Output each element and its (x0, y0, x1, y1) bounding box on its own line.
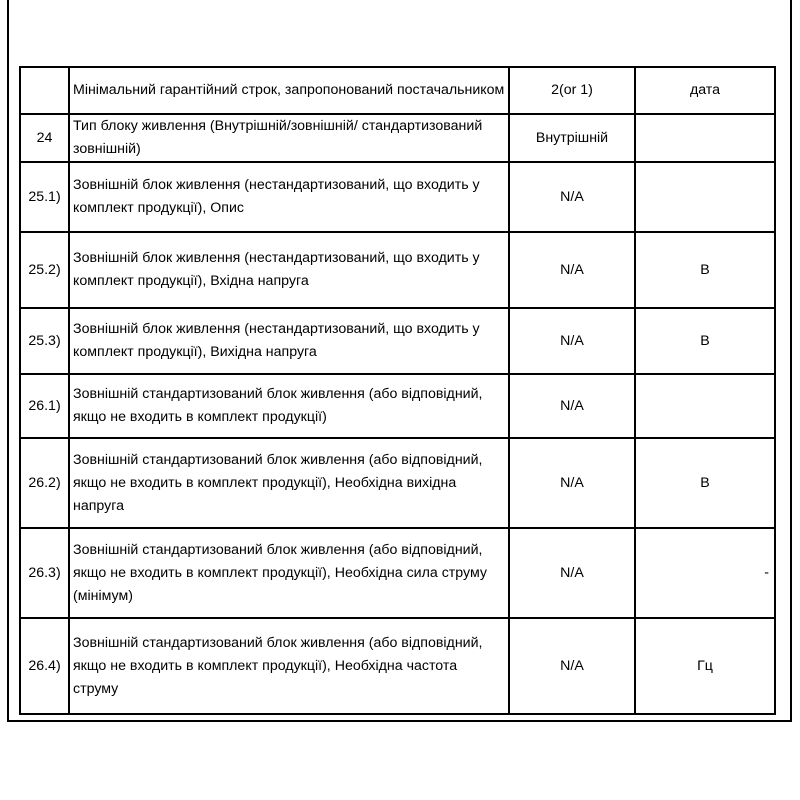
row-value-cell: N/A (509, 232, 635, 308)
table-body (20, 67, 775, 714)
row-unit-cell (635, 374, 775, 438)
table-row (20, 618, 775, 714)
row-value-cell: N/A (509, 162, 635, 232)
row-description-cell: Мінімальний гарантійний строк, запропонований постачальником (69, 67, 509, 114)
row-unit-cell: Гц (635, 618, 775, 714)
row-number-cell: 26.4) (20, 618, 69, 714)
row-description-cell: Тип блоку живлення (Внутрішній/зовнішній/ стандартизований зовнішній) (69, 114, 509, 162)
table-row (20, 114, 775, 162)
row-value-cell: 2(or 1) (509, 67, 635, 114)
table-row (20, 308, 775, 374)
row-description-cell: Зовнішній стандартизований блок живлення (або відповідний, якщо не входить в комплект продукції), Необхідна частота струму (69, 618, 509, 714)
row-description-cell: Зовнішній стандартизований блок живлення (або відповідний, якщо не входить в комплект продукції) (69, 374, 509, 438)
row-unit-cell (635, 528, 775, 618)
row-unit-cell: дата (635, 67, 775, 114)
table-row (20, 438, 775, 528)
table-row (20, 528, 775, 618)
row-description-cell: Зовнішній стандартизований блок живлення (або відповідний, якщо не входить в комплект продукції), Необхідна сила струму (мінімум) (69, 528, 509, 618)
row-unit-cell (635, 162, 775, 232)
row-description-cell: Зовнішній стандартизований блок живлення (або відповідний, якщо не входить в комплект продукції), Необхідна вихідна напруга (69, 438, 509, 528)
row-unit-cell: В (635, 232, 775, 308)
row-value-cell: N/A (509, 528, 635, 618)
row-number-cell: 26.3) (20, 528, 69, 618)
row-value-cell: N/A (509, 618, 635, 714)
row-number-cell: 25.3) (20, 308, 69, 374)
row-number-cell: 26.1) (20, 374, 69, 438)
table-row (20, 67, 775, 114)
row-unit-cell: В (635, 438, 775, 528)
row-number-cell: 25.2) (20, 232, 69, 308)
row-value-cell: N/A (509, 308, 635, 374)
row-number-cell (20, 67, 69, 114)
row-description-cell: Зовнішній блок живлення (нестандартизований, що входить у комплект продукції), Вхідна напруга (69, 232, 509, 308)
row-number-cell: 24 (20, 114, 69, 162)
row-number-cell: 25.1) (20, 162, 69, 232)
row-value-cell: N/A (509, 374, 635, 438)
table-row (20, 374, 775, 438)
specification-table (19, 66, 776, 715)
row-description-cell: Зовнішній блок живлення (нестандартизований, що входить у комплект продукції), Опис (69, 162, 509, 232)
row-value-cell: Внутрішній (509, 114, 635, 162)
row-unit-cell: В (635, 308, 775, 374)
row-unit-cell (635, 114, 775, 162)
row-number-cell: 26.2) (20, 438, 69, 528)
table-row (20, 232, 775, 308)
table-row (20, 162, 775, 232)
unit-dash: - (764, 564, 769, 581)
row-description-cell: Зовнішній блок живлення (нестандартизований, що входить у комплект продукції), Вихідна напруга (69, 308, 509, 374)
row-value-cell: N/A (509, 438, 635, 528)
